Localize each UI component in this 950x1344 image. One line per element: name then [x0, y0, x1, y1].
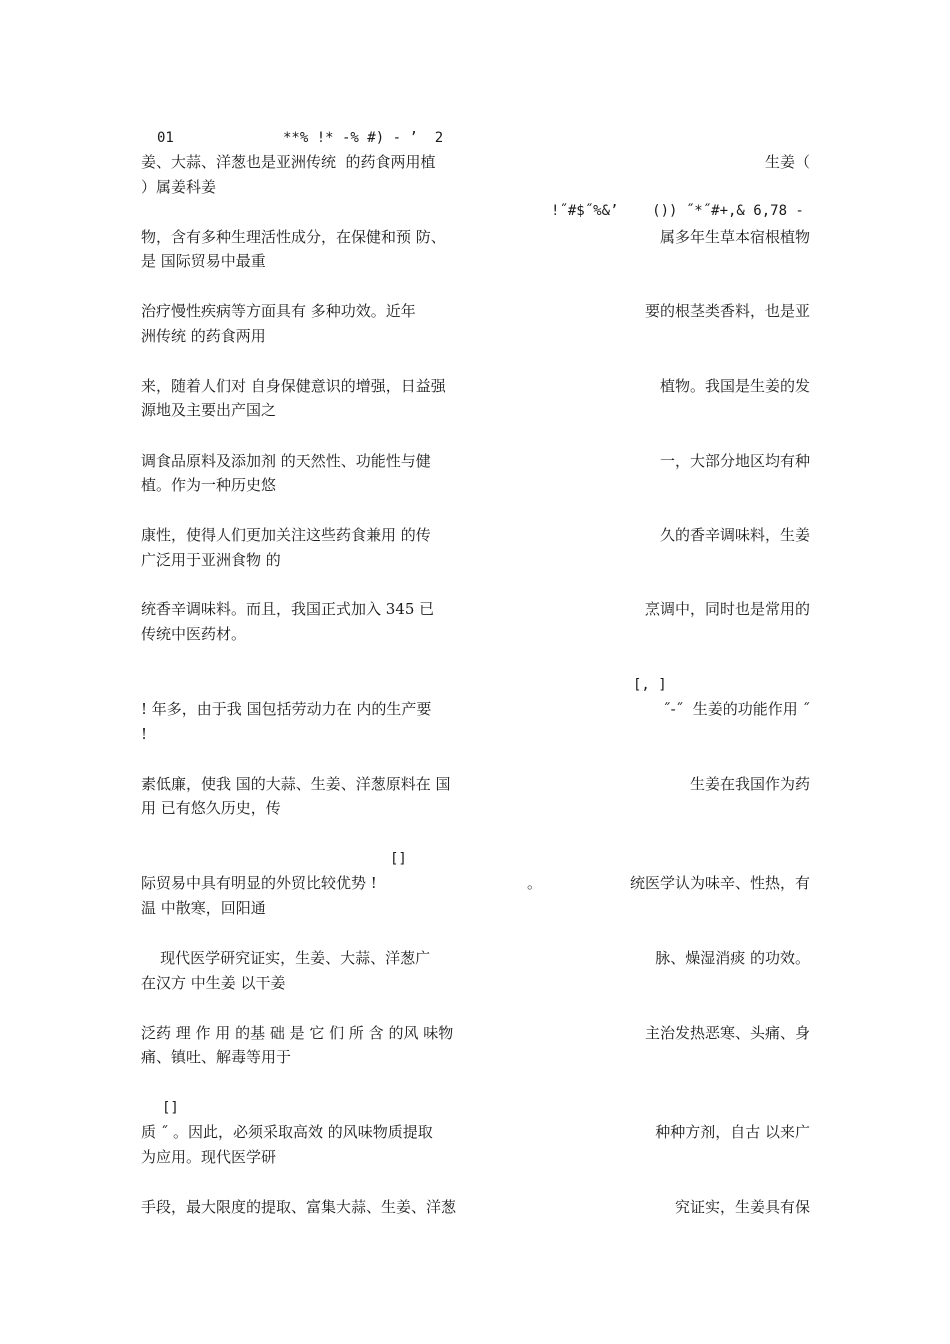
left-line-5: 调食品原料及添加剂 的天然性、功能性与健	[141, 452, 431, 470]
left-line-6: 康性，使得人们更加关注这些药食兼用 的传	[141, 526, 431, 544]
right-line-12: 主治发热恶寒、头痛、身	[644, 1024, 810, 1042]
right-line-3: 要的根茎类香料，也是亚	[644, 302, 810, 320]
reference-mark: []	[390, 851, 407, 867]
left-line-9: 素低廉，使我 国的大蒜、生姜、洋葱原料在 国	[141, 775, 451, 793]
right-line-5: 一，大部分地区均有种	[659, 452, 810, 470]
right-line-11: 脉、燥湿消痰 的功效。	[655, 949, 810, 967]
wrap-line-13: 为应用。现代医学研	[141, 1148, 277, 1166]
reference-mark: [, ]	[633, 677, 667, 693]
left-line-4: 来，随着人们对 自身保健意识的增强，日益强	[141, 377, 446, 395]
left-line-13: 质 ˝ 。因此，必须采取高效 的风味物质提取	[141, 1123, 433, 1141]
wrap-line-7: 传统中医药材。	[141, 625, 247, 643]
wrap-line-12: 痛、镇吐、解毒等用于	[141, 1048, 292, 1066]
right-line-2: 属多年生草本宿根植物	[659, 228, 810, 246]
left-line-14: 手段，最大限度的提取、富集大蒜、生姜、洋葱	[141, 1198, 457, 1216]
wrap-line-5: 植。作为一种历史悠	[141, 476, 277, 494]
right-line-7: 烹调中，同时也是常用的	[644, 600, 810, 618]
right-line-6: 久的香辛调味料，生姜	[659, 526, 810, 544]
left-line-3: 治疗慢性疾病等方面具有 多种功效。近年	[141, 302, 416, 320]
right-line-4: 植物。我国是生姜的发	[659, 377, 810, 395]
right-line-9: 生姜在我国作为药	[689, 775, 810, 793]
wrap-line-6: 广泛用于亚洲食物 的	[141, 551, 281, 569]
wrap-line-2: 是 国际贸易中最重	[141, 252, 266, 270]
wrap-line-9: 用 已有悠久历史，传	[141, 799, 281, 817]
right-line-14: 究证实，生姜具有保	[674, 1198, 810, 1216]
left-line-1: 姜、大蒜、洋葱也是亚洲传统 的药食两用植	[141, 153, 436, 171]
left-line-12: 泛药 理 作 用 的基 础 是 它 们 所 含 的风 味物	[141, 1024, 454, 1042]
wrap-line-11: 在汉方 中生姜 以干姜	[141, 974, 286, 992]
right-line-10: 统医学认为味辛、性热，有	[629, 874, 810, 892]
wrap-line-1: ）属姜科姜	[141, 178, 217, 196]
left-line-10: 际贸易中具有明显的外贸比较优势 !	[141, 874, 377, 892]
wrap-line-4: 源地及主要出产国之	[141, 401, 277, 419]
left-line-7: 统香辛调味料。而且，我国正式加入 345 已	[141, 600, 435, 618]
left-line-8: ! 年多，由于我 国包括劳动力在 内的生产要	[141, 700, 432, 718]
garbled-code-line: !˝#$˝%&’ ()) ˝*˝#+,& 6,78 -	[551, 203, 804, 219]
left-line-2: 物，含有多种生理活性成分，在保健和预 防、	[141, 228, 446, 246]
reference-mark: []	[162, 1100, 179, 1116]
wrap-line-10: 温 中散寒，回阳通	[141, 899, 266, 917]
right-line-1: 生姜（	[764, 153, 810, 171]
period-mark: 。	[527, 874, 543, 892]
header-code-right: **% !* -% #) - ’ 2	[283, 130, 444, 146]
wrap-line-8: !	[141, 725, 148, 743]
section-heading-ginger-function: ˝-˝ 生姜的功能作用 ˝	[663, 700, 810, 718]
header-code-left: 01	[157, 130, 174, 146]
right-line-13: 种种方剂，自古 以来广	[655, 1123, 810, 1141]
left-line-11: 现代医学研究证实，生姜、大蒜、洋葱广	[141, 949, 431, 967]
wrap-line-3: 洲传统 的药食两用	[141, 327, 266, 345]
